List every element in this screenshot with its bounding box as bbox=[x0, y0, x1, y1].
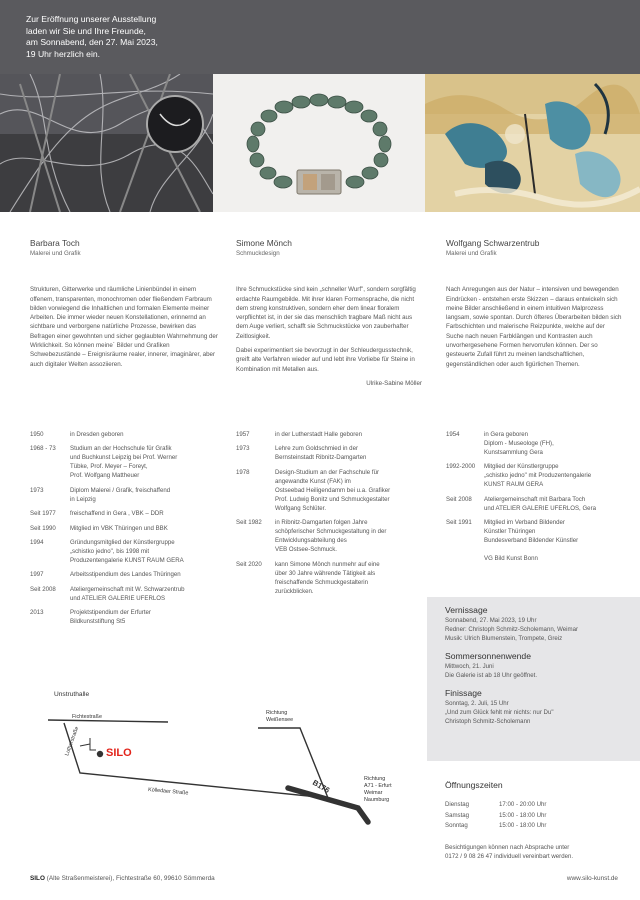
map-label-silo: SILO bbox=[106, 747, 132, 759]
cv-entry bbox=[236, 430, 422, 439]
artist-role: Schmuckdesign bbox=[236, 250, 280, 257]
map-label-erfurt-3: Weimar bbox=[364, 790, 383, 796]
location-map bbox=[28, 688, 428, 838]
cv-entry bbox=[30, 524, 216, 533]
artist-column-schwarzentrub bbox=[446, 238, 624, 374]
cv-text: freischaffend in Gera , VBK – DDR bbox=[70, 510, 164, 518]
cv-text: Studium an der Hochschule für Grafik und Buchkunst Leipzig bei Prof. Werner Tübke, Prof. Meyer – Foreyt, Prof. Wolfgang Mattheuer bbox=[70, 445, 178, 480]
artwork-image-toch bbox=[0, 74, 213, 212]
cv-text: Diplom Malerei / Grafik, freischaffend in Leipzig bbox=[70, 486, 171, 503]
cv-text: kann Simone Mönch nunmehr auf eine über 30 Jahre währende Tätigkeit als freischaffende Schmuckgestalterin zurückblicken. bbox=[275, 560, 380, 595]
cv-year: Seit 1977 bbox=[30, 510, 56, 518]
cv-text: Design-Studium an der Fachschule für angewandte Kunst (FAK) im Ostseebad Heiligendamm bei u.a. Grafiker Prof. Ludwig Bonitz und Schmuckgestalter Wolfgang Schlüter. bbox=[275, 468, 391, 512]
event-line: „Und zum Glück fehlt mir nichts: nur Du" bbox=[445, 709, 554, 716]
cv-entry bbox=[30, 608, 216, 626]
road-b176 bbox=[288, 788, 368, 822]
cv-year: 1950 bbox=[30, 431, 44, 438]
cv-list-moench bbox=[236, 430, 422, 601]
invitation-line: am Sonnabend, den 27. Mai 2023, bbox=[26, 37, 158, 48]
event-line: Sonntag, 2. Juli, 15 Uhr bbox=[445, 700, 509, 707]
event-line: Sonnabend, 27. Mai 2023, 19 Uhr bbox=[445, 617, 537, 624]
map-label-koelledaer: Kölledaer Straße bbox=[147, 787, 189, 797]
cv-text: Mitglied im VBK Thüringen und BBK bbox=[70, 524, 168, 532]
hours-row bbox=[445, 801, 546, 812]
cv-year: Seit 1991 bbox=[446, 519, 472, 527]
map-label-lutherstrasse: Lutherstraße bbox=[64, 725, 81, 757]
artist-name: Barbara Toch bbox=[30, 238, 80, 248]
cv-text: Mitglied im Verband Bildender Künstler Thüringen Bundesverband Bildender Künstler VG Bild Kunst Bonn bbox=[484, 519, 579, 563]
cv-year: Seit 2020 bbox=[236, 560, 262, 568]
cv-entry bbox=[446, 495, 626, 513]
event-line: Christoph Schmitz-Scholemann bbox=[445, 718, 531, 725]
event-title: Sommersonnenwende bbox=[445, 651, 531, 661]
cv-entry bbox=[236, 468, 422, 513]
header-band bbox=[0, 0, 640, 212]
artist-bio bbox=[446, 285, 624, 369]
event-finissage bbox=[445, 688, 640, 726]
hours-day: Samstag bbox=[445, 811, 470, 819]
cv-entry bbox=[236, 444, 422, 462]
cv-list-schwarzentrub bbox=[446, 430, 626, 569]
map-label-unstruthalle: Unstruthalle bbox=[54, 691, 90, 698]
silo-location-marker bbox=[97, 751, 103, 757]
cv-year: 2013 bbox=[30, 609, 44, 617]
artist-column-moench bbox=[236, 238, 422, 388]
artist-role: Malerei und Grafik bbox=[30, 250, 81, 257]
invitation-line: 19 Uhr herzlich ein. bbox=[26, 48, 101, 59]
cv-text: Projektstipendium der Erfurter Bildkunststiftung St5 bbox=[70, 609, 151, 626]
cv-year: 1968 - 73 bbox=[30, 445, 56, 453]
cv-entry bbox=[30, 444, 216, 480]
cv-year: 1954 bbox=[446, 431, 460, 438]
cv-entry bbox=[30, 486, 216, 504]
map-label-weissensee-2: Weißensee bbox=[266, 717, 294, 723]
invitation-line: Zur Eröffnung unserer Ausstellung bbox=[26, 14, 157, 24]
event-title: Finissage bbox=[445, 688, 482, 698]
bio-paragraph: Dabei experimentiert sie bevorzugt in der Schleudergusstechnik, greift alte Verfahren wieder auf und lebt ihre Vorliebe für Steine in Kombination mit Metallen aus. bbox=[236, 347, 415, 373]
event-sommersonnenwende bbox=[445, 651, 640, 680]
cv-text: in der Lutherstadt Halle geboren bbox=[275, 431, 363, 438]
map-label-fichtestrasse: Fichtestraße bbox=[72, 714, 102, 720]
hours-time: 17:00 - 20:00 Uhr bbox=[499, 801, 547, 808]
cv-year: 1992-2000 bbox=[446, 463, 476, 471]
footer-website-link[interactable]: www.silo-kunst.de bbox=[566, 875, 618, 882]
cv-year: 1973 bbox=[30, 486, 44, 494]
map-label-erfurt-2: A71 - Erfurt bbox=[364, 783, 392, 789]
cv-entry bbox=[30, 570, 216, 579]
bio-paragraph: Ihre Schmuckstücke sind kein „schneller Wurf", sondern sorgfältig erdachte Raumgebilde. Mit ihrer klaren Formensprache, die nicht dem streng konstruktiven, sondern eher dem linear floralem verpflichtet ist, in der sie das menschlich tragbare Maß nicht aus dem Auge verliert, schafft sie Schmuckstücke von zauberhafter Zeitlosigkeit. bbox=[236, 286, 416, 340]
event-line: Mittwoch, 21. Juni bbox=[445, 663, 494, 670]
artist-bio bbox=[236, 285, 422, 388]
map-label-erfurt-1: Richtung bbox=[364, 776, 386, 782]
invitation-line: laden wir Sie und Ihre Freunde, bbox=[26, 25, 146, 36]
bio-paragraph: Nach Anregungen aus der Natur – intensiven und bewegenden Eindrücken - entstehen erste Skizzen – daraus entwickeln sich meine Bilder anschließend in einem intuitiven Malprozess langsam, sowie spontan. Durch öfteres Überarbeiten bilden sich Farbschichten und malerische Reizpunkte, welche auf der Suche nach neuen Farbklängen und Kontrasten auch unvorhergesehene Formen hervorrufen können. Der so gesteuerte Zufall führt zu meinen landschaftlichen, gegenständlichen oder auch figürlichen Themen. bbox=[446, 286, 622, 368]
cv-text: Arbeitsstipendium des Landes Thüringen bbox=[70, 571, 181, 579]
event-line: Die Galerie ist ab 18 Uhr geöffnet. bbox=[445, 672, 538, 679]
events-panel bbox=[427, 597, 640, 761]
cv-text: Ateliergemeinschaft mit Barbara Toch und ATELIER GALERIE UFERLOS, Gera bbox=[484, 495, 596, 512]
hours-row bbox=[445, 822, 546, 833]
event-line: Redner: Christoph Schmitz-Scholemann, Weimar bbox=[445, 626, 578, 633]
hours-day: Dienstag bbox=[445, 801, 470, 808]
cv-text: in Dresden geboren bbox=[70, 431, 124, 438]
hours-note-line: Besichtigungen können nach Absprache unter bbox=[445, 843, 570, 851]
cv-entry bbox=[30, 585, 216, 603]
cv-year: 1973 bbox=[236, 445, 250, 453]
hours-time: 15:00 - 18:00 Uhr bbox=[499, 811, 547, 819]
opening-hours bbox=[445, 780, 630, 861]
artist-name: Wolfgang Schwarzentrub bbox=[446, 238, 540, 248]
footer-brand: SILO bbox=[30, 875, 45, 882]
event-line: Musik: Ulrich Blumenstein, Trompete, Greiz bbox=[445, 635, 563, 642]
cv-entry bbox=[446, 430, 626, 457]
cv-text: Ateliergemeinschaft mit W. Schwarzentrub und ATELIER GALERIE UFERLOS bbox=[70, 585, 185, 602]
cv-entry bbox=[236, 560, 422, 596]
hours-row bbox=[445, 812, 546, 823]
artist-column-toch bbox=[30, 238, 220, 374]
artist-bio bbox=[30, 285, 220, 369]
event-title: Vernissage bbox=[445, 605, 488, 615]
cv-text: Gründungsmitglied der Künstlergruppe „schistko jedno", bis 1998 mit Produzentengalerie KUNST RAUM GERA bbox=[70, 538, 184, 564]
cv-entry bbox=[30, 430, 216, 439]
artist-role: Malerei und Grafik bbox=[446, 250, 497, 257]
cv-year: 1957 bbox=[236, 431, 250, 438]
map-label-erfurt-4: Naumburg bbox=[364, 797, 390, 803]
bio-signature: Ulrike-Sabine Möller bbox=[366, 379, 422, 387]
cv-list-toch bbox=[30, 430, 216, 632]
cv-entry bbox=[446, 462, 626, 489]
cv-year: Seit 2008 bbox=[446, 495, 472, 503]
cv-year: Seit 1990 bbox=[30, 524, 56, 532]
map-label-b176: B176 bbox=[311, 777, 332, 795]
cv-text: in Gera geboren Diplom - Museologe (FH), Kunstsammlung Gera bbox=[484, 431, 554, 456]
cv-entry bbox=[446, 518, 626, 563]
artwork-image-moench bbox=[213, 74, 425, 212]
road-fichtestrasse bbox=[48, 720, 168, 722]
opening-hours-title: Öffnungszeiten bbox=[445, 780, 503, 790]
cv-entry bbox=[30, 509, 216, 518]
event-vernissage bbox=[445, 605, 640, 643]
cv-year: 1997 bbox=[30, 571, 44, 579]
cv-year: 1978 bbox=[236, 468, 250, 476]
invitation-text bbox=[26, 14, 226, 60]
cv-entry bbox=[236, 518, 422, 554]
cv-text: Lehre zum Goldschmied in der Bernsteinstadt Ribnitz-Damgarten bbox=[275, 445, 367, 462]
cv-entry bbox=[30, 538, 216, 565]
cv-text: in Ribnitz-Damgarten folgen Jahre schöpferischer Schmuckgestaltung in der Entwicklungsabteilung des VEB Ostsee-Schmuck. bbox=[275, 519, 387, 554]
hours-note-line: 0172 / 9 08 26 47 individuell vereinbart werden. bbox=[445, 852, 574, 860]
bio-paragraph: Strukturen, Gitterwerke und räumliche Linienbündel in einem offenem, transparenten, monochromen oder fließendem Farbraum bilden vorwiegend die Inhaltlichen und formalen Elemente meiner Arbeiten. Die immer wieder neuen Konstellationen, erinnernd an sichtbare und verborgene natürliche Prozesse, bewirken das Befragen einer gewohnten und sicher geglaubten Wahrnehmung der Wirklichkeit. So können meine´ Bilder und Grafiken Schwebezustände – Ereignisräume realer, innerer, imaginärer, aber auch digitaler Welten assoziieren. bbox=[30, 286, 218, 368]
footer-address bbox=[30, 875, 215, 882]
cv-year: Seit 1982 bbox=[236, 519, 262, 527]
cv-year: 1994 bbox=[30, 538, 44, 546]
opening-hours-table bbox=[445, 801, 546, 833]
hours-time: 15:00 - 18:00 Uhr bbox=[499, 822, 547, 830]
cv-year: Seit 2008 bbox=[30, 585, 56, 593]
artwork-image-schwarzentrub bbox=[425, 74, 640, 212]
footer-address-text: (Alte Straßenmeisterei), Fichtestraße 60, 99610 Sömmerda bbox=[44, 875, 215, 882]
artist-name: Simone Mönch bbox=[236, 238, 292, 248]
map-label-weissensee-1: Richtung bbox=[266, 710, 288, 716]
hours-note bbox=[445, 843, 630, 861]
cv-text: Mitglied der Künstlergruppe „schistko jedno" mit Produzentengalerie KUNST RAUM GERA bbox=[484, 463, 592, 489]
hours-day: Sonntag bbox=[445, 822, 468, 830]
